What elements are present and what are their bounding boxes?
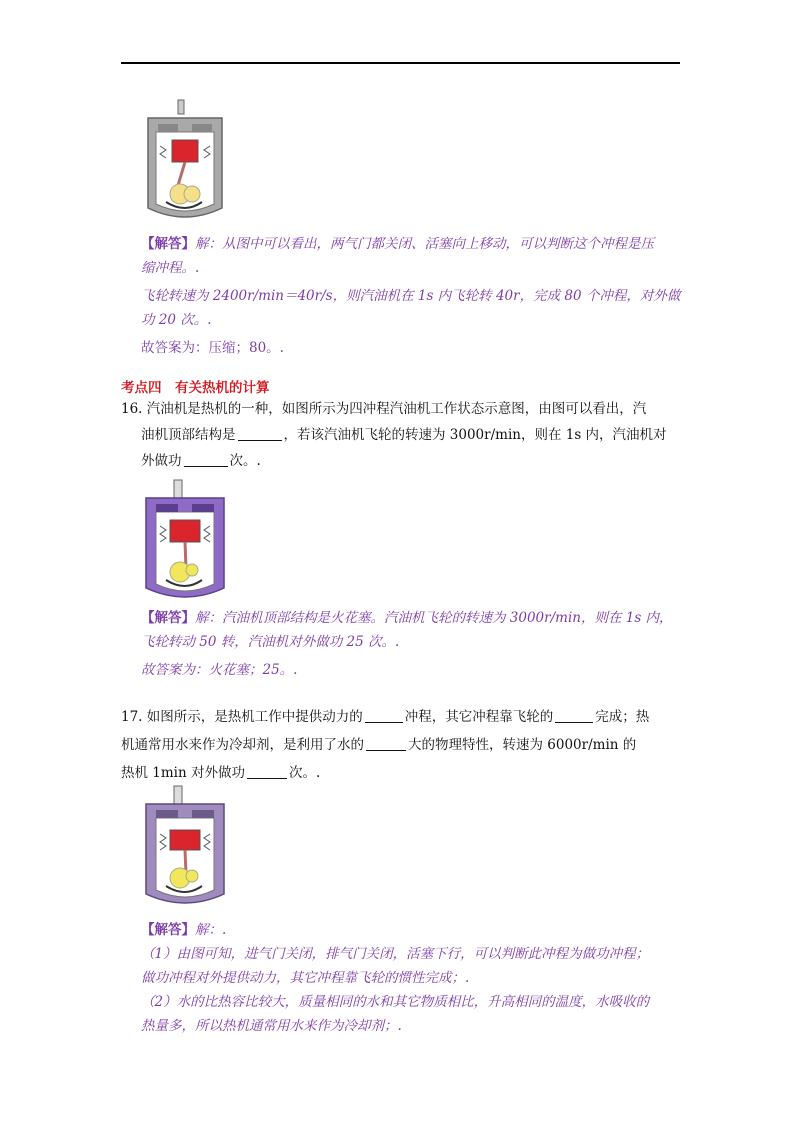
answer-tag: 【解答】 xyxy=(141,922,195,938)
answer-blank[interactable] xyxy=(184,452,228,467)
question-17 xyxy=(121,704,681,786)
answer-block-17 xyxy=(141,918,686,1038)
question-text: 冲程，其它冲程靠飞轮的 xyxy=(404,709,554,725)
question-text: 如图所示，是热机工作中提供动力的 xyxy=(146,709,363,725)
section-heading: 考点四 有关热机的计算 xyxy=(121,380,270,396)
answer-text: 功 20 次。. xyxy=(141,312,212,328)
question-text: 油机顶部结构是 xyxy=(141,427,236,443)
engine-diagram-power-purple xyxy=(140,478,230,608)
answer-blank[interactable] xyxy=(555,708,593,723)
answer-blank[interactable] xyxy=(366,736,406,751)
answer-text: 解：. xyxy=(195,922,227,938)
answer-text: （2）水的比热容比较大，质量相同的水和其它物质相比，升高相同的温度，水吸收的 xyxy=(141,994,650,1010)
answer-text: 飞轮转动 50 转，汽油机对外做功 25 次。. xyxy=(141,634,400,650)
header-rule xyxy=(121,62,680,64)
question-number: 16. xyxy=(121,401,143,417)
answer-blank[interactable] xyxy=(247,764,287,779)
question-text: 汽油机是热机的一种，如图所示为四冲程汽油机工作状态示意图，由图可以看出，汽 xyxy=(146,401,647,417)
answer-text: 飞轮转速为 2400r/min＝40r/s，则汽油机在 1s 内飞轮转 40r，完成 80 个冲程，对外做 xyxy=(141,288,681,304)
question-text: ，若该汽油机飞轮的转速为 3000r/min，则在 1s 内，汽油机对 xyxy=(283,427,667,443)
answer-text: 缩冲程。. xyxy=(141,260,200,276)
answer-text: 热量多，所以热机通常用水来作为冷却剂；. xyxy=(141,1018,402,1034)
answer-blank[interactable] xyxy=(238,426,282,441)
answer-block-1 xyxy=(141,232,681,360)
engine-diagram-power xyxy=(140,784,230,914)
question-text: 外做功 xyxy=(141,453,182,469)
question-text: 热机 1min 对外做功 xyxy=(121,765,245,781)
engine-diagram-compression xyxy=(140,98,230,228)
answer-text: 解：汽油机顶部结构是火花塞。汽油机飞轮的转速为 3000r/min，则在 1s 内， xyxy=(195,610,673,626)
question-text: 完成；热 xyxy=(595,709,650,725)
question-16 xyxy=(121,396,681,474)
answer-final: 故答案为：压缩；80。. xyxy=(141,340,284,356)
question-text: 机通常用水来作为冷却剂，是利用了水的 xyxy=(121,737,364,753)
question-text: 大的物理特性，转速为 6000r/min 的 xyxy=(408,737,637,753)
answer-text: （1）由图可知，进气门关闭，排气门关闭，活塞下行，可以判断此冲程为做功冲程； xyxy=(141,946,650,962)
answer-blank[interactable] xyxy=(365,708,403,723)
question-text: 次。. xyxy=(229,453,261,469)
question-text: 次。. xyxy=(289,765,321,781)
answer-text: 解：从图中可以看出，两气门都关闭、活塞向上移动，可以判断这个冲程是压 xyxy=(195,236,654,252)
answer-block-16 xyxy=(141,606,681,682)
answer-tag: 【解答】 xyxy=(141,236,195,252)
question-number: 17. xyxy=(121,709,143,725)
answer-tag: 【解答】 xyxy=(141,610,195,626)
answer-final: 故答案为：火花塞；25。. xyxy=(141,662,298,678)
answer-text: 做功冲程对外提供动力，其它冲程靠飞轮的惯性完成；. xyxy=(141,970,470,986)
